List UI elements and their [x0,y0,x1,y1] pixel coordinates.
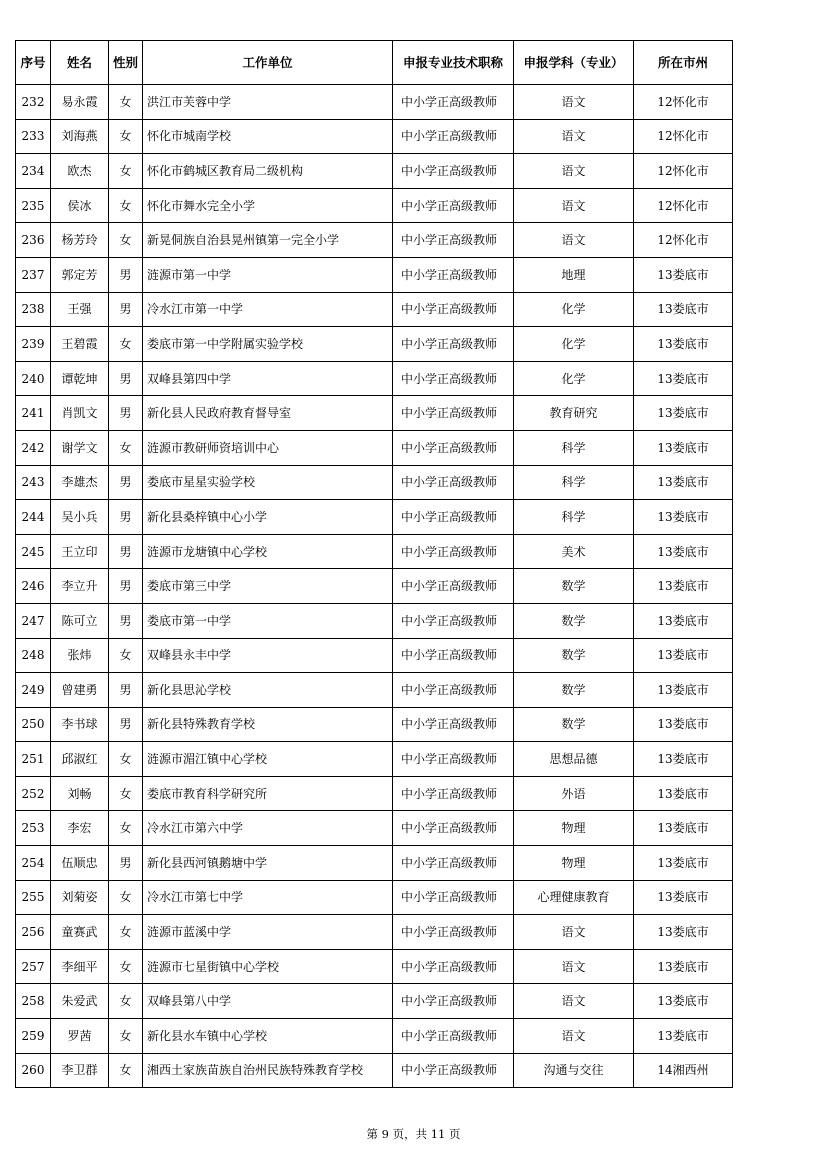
cell-title: 中小学正高级教师 [393,880,514,915]
cell-title: 中小学正高级教师 [393,1019,514,1054]
cell-city: 13娄底市 [634,257,733,292]
table-row [16,949,733,984]
cell-num: 239 [16,327,51,362]
cell-gender: 男 [109,673,143,708]
cell-num: 232 [16,85,51,120]
cell-unit: 怀化市城南学校 [143,119,393,154]
cell-unit: 洪江市芙蓉中学 [143,85,393,120]
table-row [16,119,733,154]
cell-title: 中小学正高级教师 [393,846,514,881]
table-row [16,534,733,569]
cell-unit: 冷水江市第一中学 [143,292,393,327]
cell-unit: 娄底市第一中学附属实验学校 [143,327,393,362]
cell-subject: 语文 [514,984,634,1019]
cell-gender: 女 [109,915,143,950]
cell-subject: 语文 [514,1019,634,1054]
cell-title: 中小学正高级教师 [393,569,514,604]
cell-subject: 数学 [514,707,634,742]
cell-city: 13娄底市 [634,465,733,500]
cell-unit: 新化县水车镇中心学校 [143,1019,393,1054]
cell-gender: 女 [109,811,143,846]
cell-gender: 男 [109,292,143,327]
cell-num: 254 [16,846,51,881]
cell-unit: 冷水江市第六中学 [143,811,393,846]
cell-title: 中小学正高级教师 [393,811,514,846]
cell-unit: 娄底市第一中学 [143,603,393,638]
cell-name: 郭定芳 [51,257,109,292]
cell-name: 李书球 [51,707,109,742]
cell-name: 王立印 [51,534,109,569]
cell-num: 243 [16,465,51,500]
cell-num: 236 [16,223,51,258]
cell-name: 童赛武 [51,915,109,950]
cell-name: 刘菊姿 [51,880,109,915]
cell-num: 255 [16,880,51,915]
cell-gender: 女 [109,1053,143,1088]
cell-city: 13娄底市 [634,292,733,327]
cell-city: 13娄底市 [634,500,733,535]
header-gender: 性别 [109,41,143,85]
cell-num: 238 [16,292,51,327]
cell-num: 252 [16,776,51,811]
cell-city: 13娄底市 [634,327,733,362]
cell-city: 13娄底市 [634,707,733,742]
cell-city: 13娄底市 [634,673,733,708]
cell-num: 256 [16,915,51,950]
table-body [16,85,733,1088]
cell-city: 13娄底市 [634,430,733,465]
cell-gender: 男 [109,534,143,569]
cell-gender: 女 [109,1019,143,1054]
cell-title: 中小学正高级教师 [393,119,514,154]
table-row [16,1019,733,1054]
cell-title: 中小学正高级教师 [393,327,514,362]
cell-city: 12怀化市 [634,85,733,120]
cell-unit: 怀化市鹤城区教育局二级机构 [143,154,393,189]
cell-num: 247 [16,603,51,638]
cell-title: 中小学正高级教师 [393,154,514,189]
cell-num: 249 [16,673,51,708]
cell-num: 257 [16,949,51,984]
cell-subject: 物理 [514,811,634,846]
cell-name: 陈可立 [51,603,109,638]
cell-unit: 涟源市湄江镇中心学校 [143,742,393,777]
cell-city: 13娄底市 [634,742,733,777]
cell-num: 244 [16,500,51,535]
cell-title: 中小学正高级教师 [393,1053,514,1088]
cell-num: 235 [16,188,51,223]
cell-unit: 湘西土家族苗族自治州民族特殊教育学校 [143,1053,393,1088]
cell-title: 中小学正高级教师 [393,361,514,396]
cell-gender: 男 [109,846,143,881]
cell-gender: 女 [109,154,143,189]
cell-city: 13娄底市 [634,1019,733,1054]
cell-title: 中小学正高级教师 [393,465,514,500]
cell-unit: 新化县人民政府教育督导室 [143,396,393,431]
table-row [16,880,733,915]
cell-subject: 科学 [514,500,634,535]
cell-gender: 女 [109,188,143,223]
cell-subject: 语文 [514,949,634,984]
header-row [16,41,733,85]
cell-subject: 数学 [514,569,634,604]
table-row [16,776,733,811]
cell-num: 242 [16,430,51,465]
table-row [16,638,733,673]
cell-gender: 男 [109,257,143,292]
cell-subject: 数学 [514,603,634,638]
cell-title: 中小学正高级教师 [393,396,514,431]
cell-name: 张炜 [51,638,109,673]
cell-name: 李细平 [51,949,109,984]
cell-subject: 外语 [514,776,634,811]
cell-city: 12怀化市 [634,154,733,189]
cell-unit: 新晃侗族自治县晃州镇第一完全小学 [143,223,393,258]
table-row [16,846,733,881]
cell-subject: 语文 [514,915,634,950]
cell-unit: 冷水江市第七中学 [143,880,393,915]
cell-city: 13娄底市 [634,880,733,915]
cell-subject: 教育研究 [514,396,634,431]
cell-subject: 化学 [514,327,634,362]
cell-city: 12怀化市 [634,119,733,154]
header-unit: 工作单位 [143,41,393,85]
cell-name: 刘海燕 [51,119,109,154]
cell-name: 伍顺忠 [51,846,109,881]
cell-num: 233 [16,119,51,154]
cell-subject: 语文 [514,119,634,154]
cell-unit: 涟源市七星街镇中心学校 [143,949,393,984]
cell-unit: 娄底市第三中学 [143,569,393,604]
cell-gender: 女 [109,638,143,673]
cell-unit: 娄底市星星实验学校 [143,465,393,500]
header-title: 申报专业技术职称 [393,41,514,85]
cell-gender: 女 [109,223,143,258]
cell-title: 中小学正高级教师 [393,500,514,535]
table-row [16,396,733,431]
cell-name: 曾建勇 [51,673,109,708]
cell-num: 251 [16,742,51,777]
cell-gender: 女 [109,742,143,777]
cell-name: 李卫群 [51,1053,109,1088]
cell-gender: 女 [109,949,143,984]
cell-unit: 新化县思沁学校 [143,673,393,708]
table-row [16,673,733,708]
cell-unit: 双峰县第八中学 [143,984,393,1019]
cell-name: 侯冰 [51,188,109,223]
cell-unit: 怀化市舞水完全小学 [143,188,393,223]
cell-title: 中小学正高级教师 [393,188,514,223]
cell-gender: 女 [109,984,143,1019]
cell-unit: 涟源市蓝溪中学 [143,915,393,950]
cell-subject: 科学 [514,430,634,465]
cell-unit: 涟源市教研师资培训中心 [143,430,393,465]
table-row [16,188,733,223]
cell-num: 248 [16,638,51,673]
table-row [16,742,733,777]
cell-city: 13娄底市 [634,776,733,811]
cell-gender: 男 [109,396,143,431]
table-row [16,915,733,950]
cell-title: 中小学正高级教师 [393,776,514,811]
cell-gender: 女 [109,430,143,465]
cell-name: 邱淑红 [51,742,109,777]
cell-num: 258 [16,984,51,1019]
cell-gender: 男 [109,465,143,500]
cell-title: 中小学正高级教师 [393,915,514,950]
cell-unit: 娄底市教育科学研究所 [143,776,393,811]
cell-name: 欧杰 [51,154,109,189]
cell-city: 13娄底市 [634,846,733,881]
table-row [16,569,733,604]
cell-city: 13娄底市 [634,638,733,673]
cell-name: 谢学文 [51,430,109,465]
table-row [16,500,733,535]
cell-subject: 语文 [514,154,634,189]
cell-title: 中小学正高级教师 [393,603,514,638]
cell-name: 肖凯文 [51,396,109,431]
cell-num: 250 [16,707,51,742]
cell-num: 259 [16,1019,51,1054]
cell-subject: 数学 [514,638,634,673]
cell-name: 易永霞 [51,85,109,120]
cell-title: 中小学正高级教师 [393,534,514,569]
cell-subject: 心理健康教育 [514,880,634,915]
cell-name: 罗茜 [51,1019,109,1054]
cell-name: 谭乾坤 [51,361,109,396]
header-subject: 申报学科（专业） [514,41,634,85]
cell-subject: 数学 [514,673,634,708]
cell-city: 13娄底市 [634,811,733,846]
cell-subject: 语文 [514,223,634,258]
cell-name: 李立升 [51,569,109,604]
cell-title: 中小学正高级教师 [393,638,514,673]
cell-num: 240 [16,361,51,396]
cell-city: 13娄底市 [634,534,733,569]
cell-name: 吴小兵 [51,500,109,535]
cell-city: 13娄底市 [634,569,733,604]
cell-num: 260 [16,1053,51,1088]
table-row [16,85,733,120]
cell-subject: 化学 [514,361,634,396]
cell-name: 朱爱武 [51,984,109,1019]
header-city: 所在市州 [634,41,733,85]
cell-num: 241 [16,396,51,431]
cell-gender: 男 [109,707,143,742]
cell-unit: 新化县桑梓镇中心小学 [143,500,393,535]
cell-name: 杨芳玲 [51,223,109,258]
cell-title: 中小学正高级教师 [393,292,514,327]
cell-title: 中小学正高级教师 [393,673,514,708]
table-header [16,41,733,85]
cell-title: 中小学正高级教师 [393,430,514,465]
table-row [16,707,733,742]
cell-unit: 双峰县永丰中学 [143,638,393,673]
cell-subject: 沟通与交往 [514,1053,634,1088]
cell-unit: 涟源市龙塘镇中心学校 [143,534,393,569]
cell-title: 中小学正高级教师 [393,984,514,1019]
cell-gender: 女 [109,119,143,154]
cell-title: 中小学正高级教师 [393,257,514,292]
cell-gender: 女 [109,85,143,120]
table-row [16,603,733,638]
table-row [16,327,733,362]
cell-name: 李宏 [51,811,109,846]
cell-city: 13娄底市 [634,396,733,431]
table-row [16,1053,733,1088]
cell-city: 12怀化市 [634,223,733,258]
cell-title: 中小学正高级教师 [393,85,514,120]
cell-num: 234 [16,154,51,189]
table-row [16,430,733,465]
cell-subject: 美术 [514,534,634,569]
cell-subject: 思想品德 [514,742,634,777]
page-footer: 第 9 页，共 11 页 [366,1127,461,1141]
cell-name: 王碧霞 [51,327,109,362]
cell-city: 13娄底市 [634,603,733,638]
cell-subject: 语文 [514,85,634,120]
cell-city: 13娄底市 [634,984,733,1019]
cell-gender: 男 [109,361,143,396]
cell-num: 237 [16,257,51,292]
cell-title: 中小学正高级教师 [393,949,514,984]
cell-city: 13娄底市 [634,915,733,950]
cell-num: 246 [16,569,51,604]
table-row [16,154,733,189]
cell-gender: 女 [109,776,143,811]
cell-subject: 语文 [514,188,634,223]
cell-gender: 女 [109,327,143,362]
cell-title: 中小学正高级教师 [393,223,514,258]
cell-subject: 化学 [514,292,634,327]
cell-subject: 科学 [514,465,634,500]
cell-num: 253 [16,811,51,846]
table-row [16,292,733,327]
cell-gender: 女 [109,880,143,915]
cell-city: 13娄底市 [634,949,733,984]
cell-name: 李雄杰 [51,465,109,500]
cell-unit: 新化县特殊教育学校 [143,707,393,742]
header-num: 序号 [16,41,51,85]
cell-unit: 新化县西河镇鹅塘中学 [143,846,393,881]
cell-title: 中小学正高级教师 [393,707,514,742]
cell-city: 12怀化市 [634,188,733,223]
cell-title: 中小学正高级教师 [393,742,514,777]
cell-city: 13娄底市 [634,361,733,396]
table-row [16,984,733,1019]
cell-name: 王强 [51,292,109,327]
cell-city: 14湘西州 [634,1053,733,1088]
cell-gender: 男 [109,569,143,604]
cell-name: 刘畅 [51,776,109,811]
cell-subject: 物理 [514,846,634,881]
roster-table [15,40,733,1088]
table-row [16,257,733,292]
table-row [16,361,733,396]
cell-subject: 地理 [514,257,634,292]
cell-num: 245 [16,534,51,569]
table-row [16,223,733,258]
cell-unit: 双峰县第四中学 [143,361,393,396]
cell-gender: 男 [109,603,143,638]
table-row [16,811,733,846]
cell-gender: 男 [109,500,143,535]
table-row [16,465,733,500]
cell-unit: 涟源市第一中学 [143,257,393,292]
header-name: 姓名 [51,41,109,85]
